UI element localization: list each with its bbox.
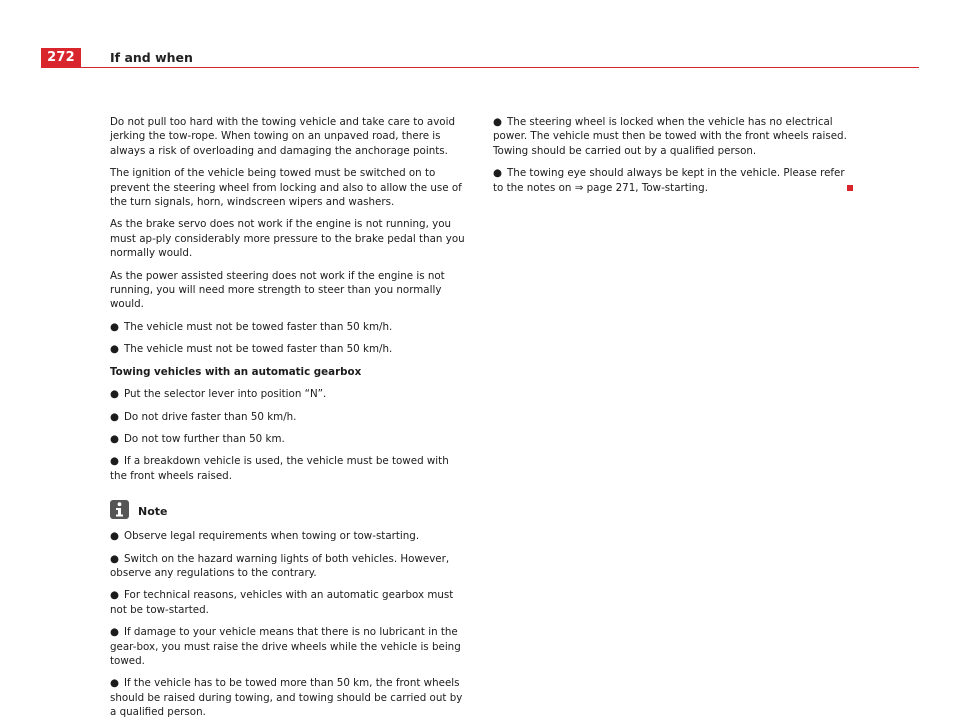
bullet-glyph: ● [110,677,119,690]
list-item: ● If damage to your vehicle means that there is no lubricant in the gear-box, you must raise the drive wheels while the vehicle is being towed. [110,626,461,667]
bullet-glyph: ● [110,320,119,333]
bullet-glyph: ● [493,167,502,180]
list-item: ● Do not drive faster than 50 km/h. [110,410,297,423]
bullet-glyph: ● [110,455,119,468]
list-item: ● Switch on the hazard warning lights of both vehicles. However, observe any regulations to the contrary. [110,552,450,579]
note-heading [110,497,465,519]
list-item: ● Do not tow further than 50 km. [110,432,285,445]
page-reference-link[interactable]: ⇒ page 271, Tow-starting. [574,181,708,194]
bullet-glyph: ● [493,116,502,128]
note-label: Note [138,505,168,519]
right-column [493,115,853,203]
paragraph-brake-servo: As the brake servo does not work if the engine is not running, you must ap-ply considerably more pressure to the brake pedal than you normally would. [110,218,465,260]
list-item: ● If a breakdown vehicle is used, the vehicle must be towed with the front wheels raised. [110,455,449,482]
subheading-automatic-gearbox: Towing vehicles with an automatic gearbox [110,365,362,378]
bullet-glyph: ● [110,589,119,602]
bullet-glyph: ● [110,552,119,565]
bullet-glyph: ● [110,432,119,445]
list-item: ● For technical reasons, vehicles with an automatic gearbox must not be tow-started. [110,589,454,616]
paragraph-ignition: The ignition of the vehicle being towed must be switched on to prevent the steering wheel from locking and also to allow the use of the turn signals, horn, windscreen wipers and washers. [110,167,462,209]
paragraph-power-steering: As the power assisted steering does not work if the engine is not running, you will need more strength to steer than you normally would. [110,269,445,311]
list-item: ● Put the selector lever into position “N”. [110,388,327,401]
bullet-glyph: ● [110,388,119,401]
end-of-section-marker [847,185,853,191]
list-item: ● If the vehicle has to be towed more than 50 km, the front wheels should be raised during towing, and towing should be carried out by a qualified person. [110,677,463,719]
left-column [110,115,465,728]
page-number: 272 [41,48,81,68]
paragraph-towing-care: Do not pull too hard with the towing vehicle and take care to avoid jerking the tow-rope. When towing on an unpaved road, there is always a risk of overloading and damaging the anchorage points. [110,116,455,157]
section-title: If and when [110,50,193,65]
list-item: ● The vehicle must not be towed faster than 50 km/h. [110,343,393,356]
bullet-glyph: ● [110,410,119,423]
list-item: ● Observe legal requirements when towing or tow-starting. [110,530,420,543]
bullet-glyph: ● [110,626,119,639]
bullet-glyph: ● [110,343,119,356]
header-rule [41,67,919,68]
list-item: ● The towing eye should always be kept in the vehicle. Please refer to the notes on ⇒ page 271, Tow-starting. [493,166,853,195]
info-icon [110,500,129,519]
list-item: ● The vehicle must not be towed faster than 50 km/h. [110,320,393,333]
list-item: ● The steering wheel is locked when the vehicle has no electrical power. The vehicle must then be towed with the front wheels raised. Towing should be carried out by a qualified person. [493,116,847,157]
bullet-glyph: ● [110,530,119,543]
